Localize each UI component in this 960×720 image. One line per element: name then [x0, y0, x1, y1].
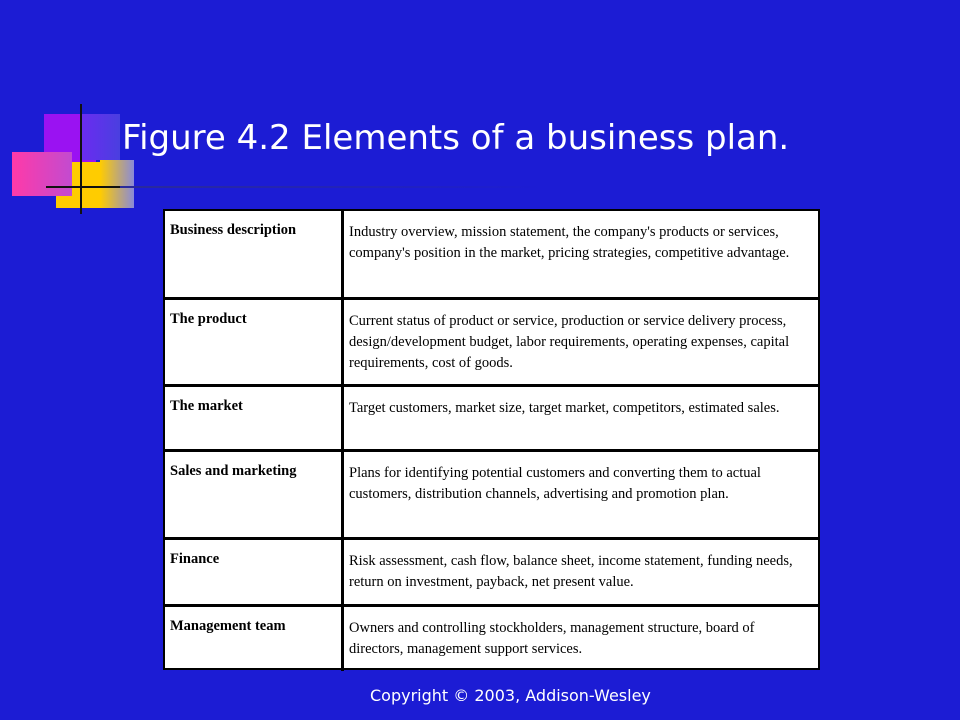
- row-element-details: Risk assessment, cash flow, balance sheet, income statement, funding needs, return on investment, payback, net present value.: [341, 540, 818, 606]
- row-element-label: The market: [170, 398, 243, 414]
- row-element-details: Plans for identifying potential customers and converting them to actual customers, distribution channels, advertising and promotion plan.: [341, 452, 818, 539]
- row-element-label: Management team: [170, 618, 286, 634]
- row-element-details: Current status of product or service, production or service delivery process, design/development budget, labor requirements, operating expenses, capital requirements, cost of goods.: [341, 300, 818, 386]
- decorative-vertical-line: [80, 104, 82, 214]
- copyright-footer: Copyright © 2003, Addison-Wesley: [370, 686, 651, 705]
- slide-title: Figure 4.2 Elements of a business plan.: [122, 118, 790, 158]
- table-row: [165, 211, 818, 297]
- decorative-fade-square: [100, 160, 134, 208]
- table-row: [165, 537, 818, 606]
- table-row: [165, 604, 818, 671]
- decorative-pink-square: [12, 152, 72, 196]
- row-element-label: Finance: [170, 551, 220, 567]
- table-row: [165, 449, 818, 539]
- row-element-details: Target customers, market size, target market, competitors, estimated sales.: [341, 387, 818, 451]
- row-element-label: The product: [170, 311, 247, 327]
- title-underline: [120, 186, 540, 188]
- row-element-details: Industry overview, mission statement, the company's products or services, company's position in the market, pricing strategies, competitive advantage.: [341, 211, 818, 297]
- table-row: [165, 384, 818, 451]
- row-element-details: Owners and controlling stockholders, management structure, board of directors, management support services.: [341, 607, 818, 671]
- business-plan-table: [163, 209, 820, 670]
- row-element-label: Business description: [170, 222, 297, 238]
- row-element-label: Sales and marketing: [170, 463, 297, 479]
- decorative-violet-square: [82, 114, 120, 160]
- table-row: [165, 297, 818, 386]
